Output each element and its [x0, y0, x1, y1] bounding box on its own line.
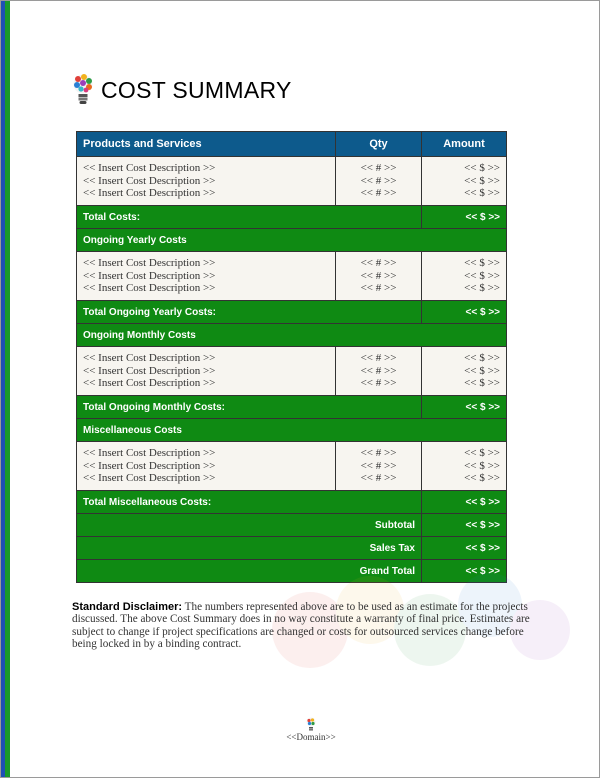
total-row [77, 301, 507, 324]
subtotal-label: Subtotal [77, 514, 422, 537]
amount-cell[interactable]: << $ >> << $ >> << $ >> [422, 347, 507, 396]
qty-cell[interactable]: << # >> << # >> << # >> [336, 442, 422, 491]
amount-cell[interactable]: << $ >> << $ >> << $ >> [422, 157, 507, 206]
description-cell[interactable]: << Insert Cost Description >> << Insert Cost Description >> << Insert Cost Description >> [77, 252, 336, 301]
table-row [77, 442, 507, 491]
sales-tax-row [77, 537, 507, 560]
side-stripe-green [5, 1, 10, 777]
amount-cell[interactable]: << $ >> << $ >> << $ >> [422, 442, 507, 491]
disclaimer-text: The numbers represented above are to be used as an estimate for the projects discussed. The above Cost Summary does in no way constitute a warranty of final price. Estimates are subject to change if project specifications are changed or costs for outsourced services change before being locked in by a binding contract. [72, 601, 530, 651]
total-label: Total Costs: [77, 206, 422, 229]
section-heading: Ongoing Monthly Costs [77, 324, 507, 347]
sales-tax-value[interactable]: << $ >> [422, 537, 507, 560]
table-row [77, 252, 507, 301]
lightbulb-icon [72, 72, 94, 108]
grand-total-value[interactable]: << $ >> [422, 560, 507, 583]
column-header-amount: Amount [422, 132, 507, 157]
column-header-products: Products and Services [77, 132, 336, 157]
description-cell[interactable]: << Insert Cost Description >> << Insert Cost Description >> << Insert Cost Description >> [77, 347, 336, 396]
standard-disclaimer [72, 601, 532, 651]
section-heading: Miscellaneous Costs [77, 419, 507, 442]
total-value[interactable]: << $ >> [422, 206, 507, 229]
cost-summary-table [76, 131, 507, 583]
subtotal-row [77, 514, 507, 537]
qty-cell[interactable]: << # >> << # >> << # >> [336, 157, 422, 206]
section-heading-row [77, 324, 507, 347]
table-row [77, 157, 507, 206]
total-row [77, 206, 507, 229]
disclaimer-label: Standard Disclaimer: [72, 601, 183, 613]
sales-tax-label: Sales Tax [77, 537, 422, 560]
total-label: Total Miscellaneous Costs: [77, 491, 422, 514]
section-heading-row [77, 229, 507, 252]
qty-cell[interactable]: << # >> << # >> << # >> [336, 347, 422, 396]
section-heading-row [77, 419, 507, 442]
total-row [77, 396, 507, 419]
page-title: COST SUMMARY [101, 76, 292, 103]
description-cell[interactable]: << Insert Cost Description >> << Insert Cost Description >> << Insert Cost Description >> [77, 157, 336, 206]
qty-cell[interactable]: << # >> << # >> << # >> [336, 252, 422, 301]
table-header-row [77, 132, 507, 157]
table-row [77, 347, 507, 396]
description-cell[interactable]: << Insert Cost Description >> << Insert Cost Description >> << Insert Cost Description >> [77, 442, 336, 491]
section-heading: Ongoing Yearly Costs [77, 229, 507, 252]
grand-total-label: Grand Total [77, 560, 422, 583]
column-header-qty: Qty [336, 132, 422, 157]
subtotal-value[interactable]: << $ >> [422, 514, 507, 537]
total-value[interactable]: << $ >> [422, 396, 507, 419]
footer-lightbulb-icon [306, 717, 316, 733]
total-label: Total Ongoing Yearly Costs: [77, 301, 422, 324]
total-row [77, 491, 507, 514]
total-value[interactable]: << $ >> [422, 491, 507, 514]
amount-cell[interactable]: << $ >> << $ >> << $ >> [422, 252, 507, 301]
footer-domain: <<Domain>> [286, 732, 336, 742]
page-header [72, 72, 292, 108]
total-label: Total Ongoing Monthly Costs: [77, 396, 422, 419]
total-value[interactable]: << $ >> [422, 301, 507, 324]
